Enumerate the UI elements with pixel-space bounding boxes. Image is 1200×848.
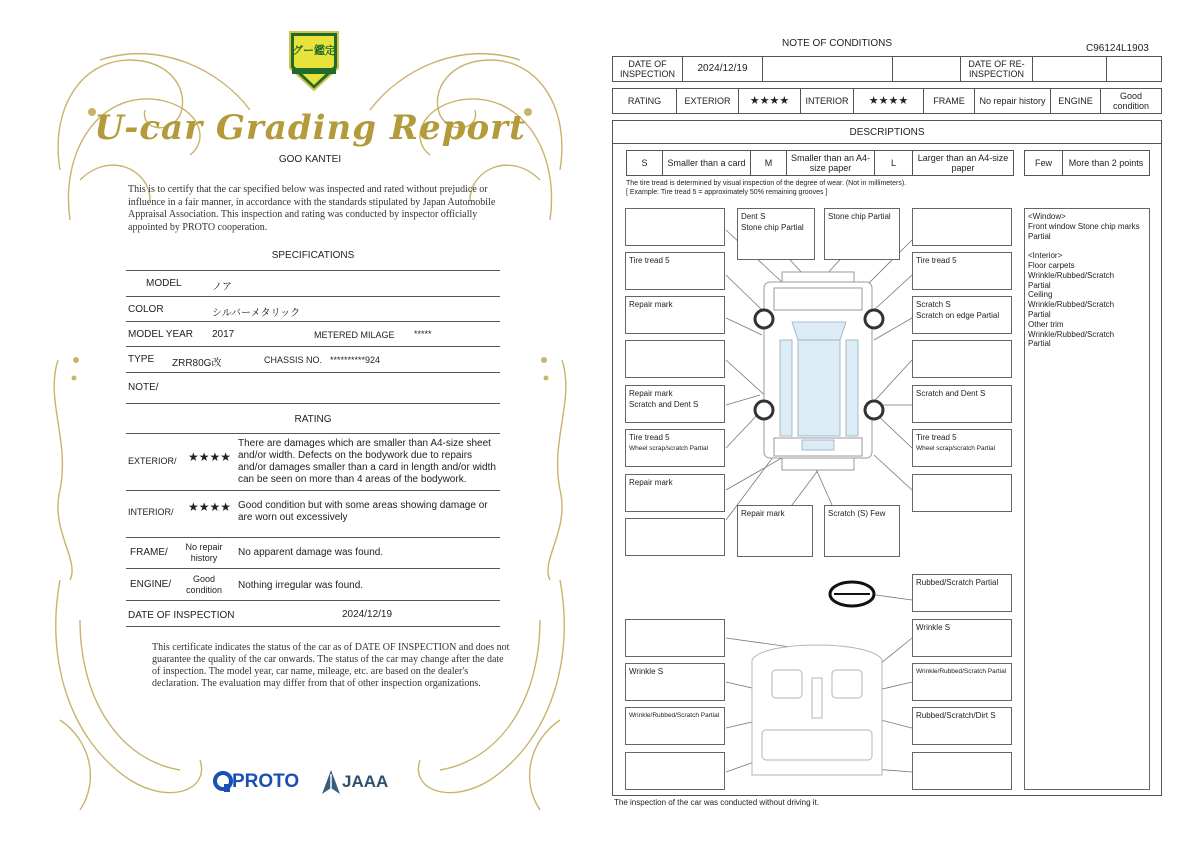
engine-description: Nothing irregular was found.: [238, 580, 364, 591]
note-text: Rubbed/Scratch Partial: [916, 578, 999, 587]
engine-label: ENGINE: [1051, 89, 1101, 113]
side-note-line: <Window>: [1028, 212, 1066, 221]
rating-row: [612, 88, 1162, 114]
note-text: Repair mark: [629, 300, 673, 309]
note-text: Tire tread 5: [916, 433, 957, 442]
model-year-label: MODEL YEAR: [128, 329, 194, 340]
frame-description: No apparent damage was found.: [238, 547, 384, 558]
legend-s: S: [627, 151, 663, 175]
note-text: Scratch and Dent S: [916, 389, 986, 398]
specifications-heading: SPECIFICATIONS: [271, 250, 355, 261]
legend-m-text: Smaller than an A4-size paper: [787, 151, 875, 175]
side-note-line: Wrinkle/Rubbed/Scratch: [1028, 329, 1115, 339]
badge-text: グー鑑定: [292, 45, 336, 57]
jaaa-logo-text: JAAA: [342, 772, 389, 791]
note-text: Repair mark: [629, 478, 673, 487]
divider: [126, 600, 500, 601]
inspection-date-label: DATE OF INSPECTION: [128, 610, 235, 621]
rating-label: RATING: [613, 89, 677, 113]
few-legend: [1024, 150, 1150, 176]
side-note-line: <Interior>: [1028, 251, 1063, 261]
proto-logo-icon: [212, 770, 234, 794]
side-note-line: Front window Stone chip marks: [1028, 221, 1140, 231]
note-box: [912, 574, 1012, 612]
note-text: Tire tread 5: [629, 433, 670, 442]
divider: [126, 296, 500, 297]
frame-label: FRAME/: [130, 547, 168, 558]
engine-value: Good condition: [185, 574, 223, 595]
side-note-line: Partial: [1028, 280, 1051, 290]
divider: [126, 270, 500, 271]
blank-cell: [1033, 57, 1107, 81]
descriptions-heading: DESCRIPTIONS: [612, 120, 1162, 144]
note-box: [824, 208, 900, 260]
legend-m: M: [751, 151, 787, 175]
model-label: MODEL: [146, 278, 182, 289]
inspection-date-value: 2024/12/19: [683, 57, 763, 81]
note-text: Tire tread 5: [916, 256, 957, 265]
note-box: [625, 707, 725, 745]
divider: [126, 403, 500, 404]
side-note-line: Partial: [1028, 339, 1051, 349]
interior-label: INTERIOR/: [128, 507, 174, 517]
divider: [126, 626, 500, 627]
note-text: Repair mark: [741, 509, 785, 518]
note-box: [912, 252, 1012, 290]
note-box-empty: [625, 619, 725, 657]
chassis-value: **********924: [330, 355, 381, 365]
legend-s-text: Smaller than a card: [663, 151, 751, 175]
side-note-line: Other trim: [1028, 319, 1064, 329]
note-text: Dent S: [741, 212, 766, 221]
grading-certificate: [40, 20, 580, 828]
note-label: NOTE/: [128, 382, 159, 393]
note-box: [625, 252, 725, 290]
side-note-line: Partial: [1028, 309, 1051, 319]
note-box: [737, 208, 815, 260]
exterior-label: EXTERIOR: [677, 89, 739, 113]
divider: [126, 490, 500, 491]
note-text: Stone chip Partial: [828, 212, 891, 221]
sheet-footer: The inspection of the car was conducted without driving it.: [614, 798, 819, 807]
note-box-empty: [625, 208, 725, 246]
side-note-line: Wrinkle/Rubbed/Scratch: [1028, 300, 1115, 310]
report-subtitle: GOO KANTEI: [278, 154, 342, 165]
note-text: Scratch on edge Partial: [916, 311, 1000, 320]
type-label: TYPE: [128, 354, 155, 365]
note-box-empty: [912, 340, 1012, 378]
legend-few: Few: [1025, 151, 1063, 175]
interior-description: Good condition but with some areas showing damage or are worn out excessively: [238, 500, 488, 523]
chassis-label: CHASSIS NO.: [264, 355, 323, 365]
note-box: [824, 505, 900, 557]
type-value: ZRR80G改: [172, 358, 222, 369]
note-text: Stone chip Partial: [741, 223, 804, 232]
note-text: Wheel scrap/scratch Partial: [629, 445, 709, 452]
note-box: [912, 619, 1012, 657]
mileage-label: METERED MILAGE: [314, 330, 395, 340]
note-box: [625, 474, 725, 512]
note-text: Tire tread 5: [629, 256, 670, 265]
divider: [126, 321, 500, 322]
side-note-line: Partial: [1028, 231, 1051, 241]
note-box-empty: [625, 752, 725, 790]
engine-label: ENGINE/: [130, 579, 172, 590]
model-year-value: 2017: [212, 329, 235, 340]
note-text: Wrinkle S: [916, 623, 951, 632]
sheet-code: C96124L1903: [1086, 43, 1149, 54]
tread-example: [ Example: Tire tread 5 = approximately 50% remaining grooves ]: [626, 189, 828, 196]
note-box: [625, 296, 725, 334]
note-box: [912, 707, 1012, 745]
note-text: Repair mark: [629, 389, 673, 398]
note-box-empty: [625, 518, 725, 556]
engine-value: Good condition: [1112, 91, 1150, 111]
side-note-spacer: [1028, 241, 1146, 251]
side-note-line: Ceiling: [1028, 290, 1053, 300]
note-box: [625, 663, 725, 701]
note-box-empty: [912, 752, 1012, 790]
sheet-title: NOTE OF CONDITIONS: [782, 38, 892, 49]
frame-value: No repair history: [185, 542, 223, 563]
note-text: Scratch (S) Few: [828, 509, 886, 518]
note-text: Scratch and Dent S: [629, 400, 699, 409]
note-box: [912, 296, 1012, 334]
note-text: Rubbed/Scratch/Dirt S: [916, 711, 996, 720]
divider: [126, 537, 500, 538]
note-box: [912, 385, 1012, 423]
blank-cell: [893, 57, 961, 81]
note-box: [625, 429, 725, 467]
report-title: U-car Grading Report: [94, 108, 526, 148]
note-text: Scratch S: [916, 300, 951, 309]
note-text: Wheel scrap/scratch Partial: [916, 445, 996, 452]
inspection-date-value: 2024/12/19: [342, 609, 393, 620]
divider: [126, 568, 500, 569]
interior-label: INTERIOR: [801, 89, 854, 113]
dates-row: [612, 56, 1162, 82]
exterior-description: There are damages which are smaller than A4-size sheet and/or width. Defects on the bodywork due to repairs and/or damages smaller than a card in length and/or width can be seen on more than 4 areas of the bodywork.: [238, 438, 496, 485]
note-text: Wrinkle/Rubbed/Scratch Partial: [916, 668, 1007, 675]
legend-l-text: Larger than an A4-size paper: [917, 153, 1009, 173]
note-text: Wrinkle S: [629, 667, 664, 676]
note-box: [737, 505, 813, 557]
color-label: COLOR: [128, 304, 164, 315]
interior-stars: ★★★★: [854, 89, 924, 113]
inspection-date-label: DATE OF INSPECTION: [613, 57, 683, 81]
interior-stars: ★★★★: [188, 500, 232, 514]
tread-note: The tire tread is determined by visual inspection of the degree of wear. (Not in millimeters).: [626, 180, 907, 187]
exterior-label: EXTERIOR/: [128, 456, 177, 466]
note-box: [912, 429, 1012, 467]
divider: [126, 372, 500, 373]
model-value: ノア: [212, 282, 232, 293]
jaaa-logo-icon: [320, 768, 342, 796]
certificate-intro: This is to certify that the car specified below was inspected and rated without prejudice or influence in a fair manner, in accordance with the standards stipulated by Japan Automobile Appraisal Association. This inspection and rating was conducted by inspector officially appointed by PROTO cooperation.: [128, 184, 496, 233]
reinspection-label: DATE OF RE-INSPECTION: [961, 57, 1033, 81]
side-note-line: Wrinkle/Rubbed/Scratch: [1028, 270, 1115, 280]
side-note-line: Floor carpets: [1028, 260, 1075, 270]
divider: [126, 433, 500, 434]
blank-cell: [763, 57, 893, 81]
legend-l: L: [875, 151, 913, 175]
note-box: [912, 663, 1012, 701]
rating-heading: RATING: [294, 414, 332, 425]
note-box: [625, 385, 725, 423]
frame-label: FRAME: [924, 89, 975, 113]
size-legend: [626, 150, 1014, 176]
divider: [126, 346, 500, 347]
exterior-stars: ★★★★: [739, 89, 801, 113]
note-box-empty: [625, 340, 725, 378]
exterior-stars: ★★★★: [188, 450, 232, 464]
note-text: Wrinkle/Rubbed/Scratch Partial: [629, 712, 720, 719]
goo-kantei-badge-icon: [286, 28, 342, 94]
note-box-empty: [912, 208, 1012, 246]
proto-logo-text: PROTO: [232, 771, 300, 792]
frame-value: No repair history: [975, 89, 1051, 113]
legend-few-text: More than 2 points: [1068, 158, 1144, 168]
certificate-disclaimer: This certificate indicates the status of the car as of DATE OF INSPECTION and does not guarantee the quality of the car onwards. The status of the car may change after the date of inspection. The model year, car name, mileage, etc. are based on the dealer's declaration. The evaluation may differ from that of other inspection organizations.: [152, 642, 510, 689]
note-box-empty: [912, 474, 1012, 512]
side-notes: [1024, 208, 1150, 790]
mileage-value: *****: [414, 329, 432, 339]
color-value: シルバーメタリック: [212, 308, 301, 319]
